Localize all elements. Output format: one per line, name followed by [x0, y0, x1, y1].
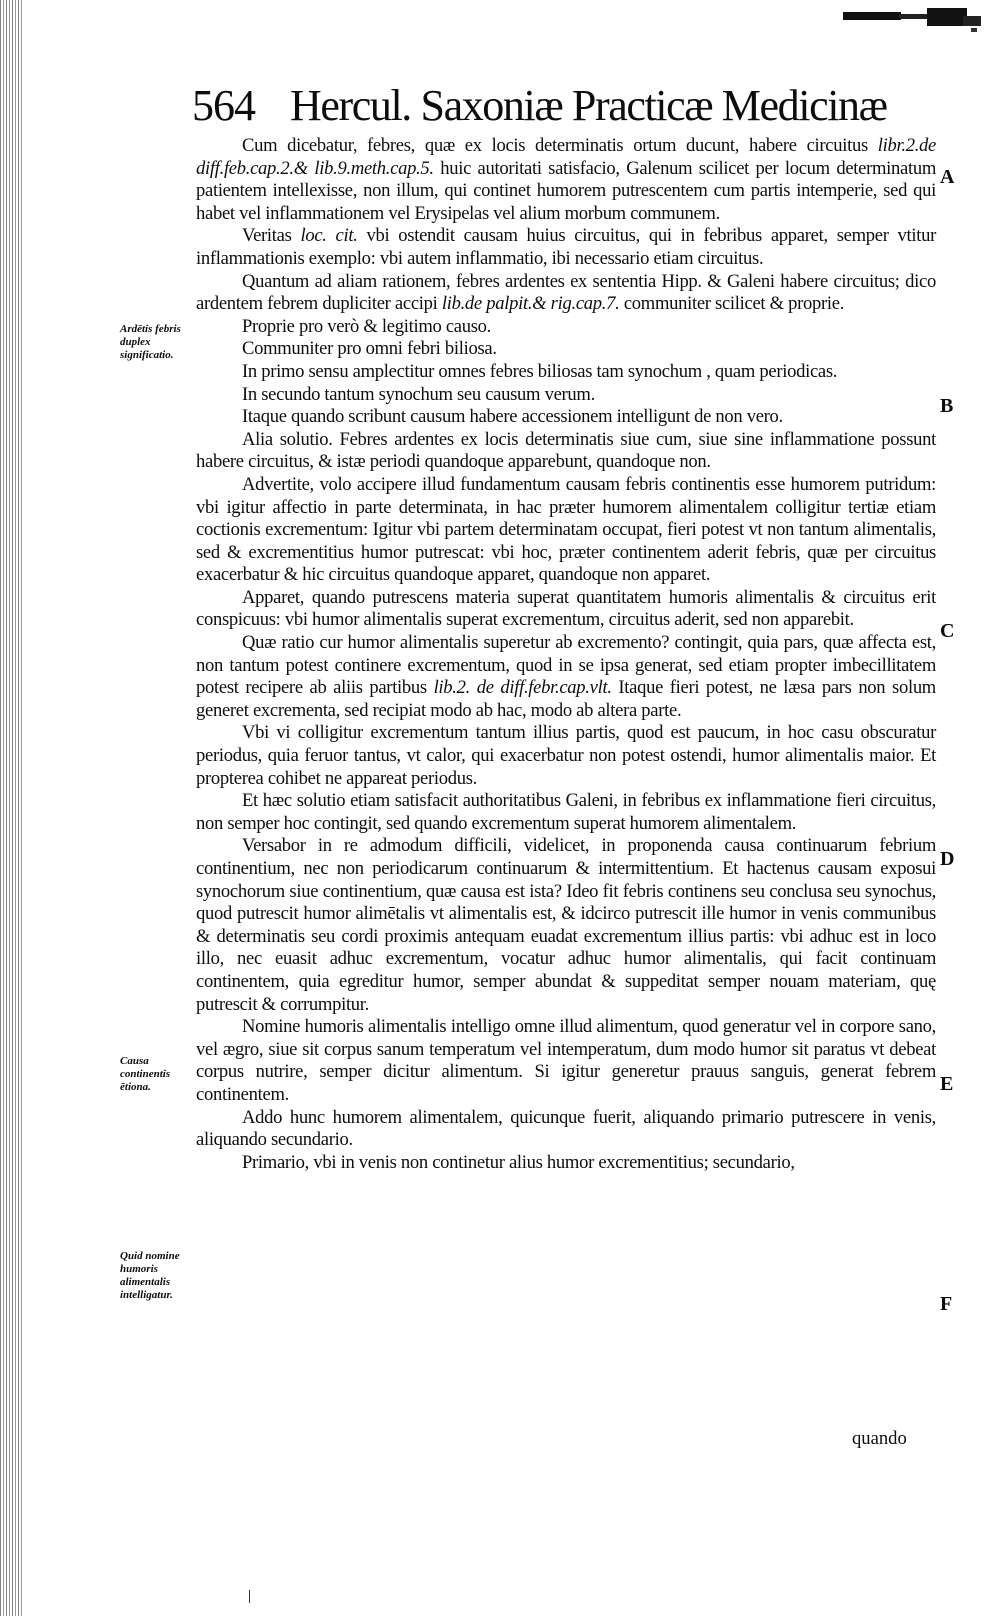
text-run: Quæ ratio cur humor alimentalis superetur ab excremento? contingit, quia pars, quæ affecta est, non tantum potest continere excrementum, quod in se ipsa generat, sed etiam propter imbecillitatem potest recipere ab aliis partibus	[196, 632, 936, 699]
margin-note-causa: Causa continentis ētiona.	[120, 1055, 171, 1093]
paragraph	[196, 338, 936, 361]
section-letter-b: B	[940, 395, 954, 417]
text-run: Veritas	[242, 225, 301, 247]
text-run: huic autoritati satisfacio, Galenum scilicet per locum determinatum patientem intellexisse, non illum, qui continet humorem putrescentem cum partis intemperie, sed qui habet vel inflammationem vel Erysipelas vel alium morbum communem.	[196, 157, 936, 224]
text-run: Vbi vi colligitur excrementum tantum illius partis, quod est paucum, in hoc casu obscuratur periodus, quia feruor tantus, vt calor, qui exacerbatur non potest ostendi, humor alimentalis maior. Et propterea cohibet ne appareat periodus.	[196, 722, 936, 789]
paragraph	[196, 722, 936, 790]
paragraph	[196, 474, 936, 587]
text-run: In secundo tantum synochum seu causum verum.	[242, 383, 595, 405]
paragraph	[196, 790, 936, 835]
text-run: Apparet, quando putrescens materia superat quantitatem humoris alimentalis & circuitus erit conspicuus: vbi humor alimentalis superat excrementum, circuitus aderit, sed non apparebit.	[196, 586, 936, 631]
paragraph	[196, 1107, 936, 1152]
paragraph	[196, 429, 936, 474]
page-number: 564	[192, 81, 255, 130]
text-run: Et hæc solutio etiam satisfacit authoritatibus Galeni, in febribus ex inflammatione fieri circuitus, non semper hoc contingit, sed quando excrementum superat humorem alimentalem.	[196, 790, 936, 834]
print-mark	[249, 1590, 250, 1603]
text-run: Primario, vbi in venis non continetur alius humor excrementitius; secundario,	[242, 1151, 795, 1173]
text-run: Advertite, volo accipere illud fundamentum causam febris continentis esse humorem putridum: vbi igitur affectio in parte determinata, in hac præter humorem alimentalem colligitur tertiæ etiam coctionis excrementum: Igitur vbi partem determinatam occupat, fieri potest vt non tantum alimentalis, sed & excrementitius humor putrescat: vbi hoc, præter continentem aderit febris, quæ per circuitus exacerbatur & hic circuitus quandoque apparet, quandoque non apparet.	[196, 473, 936, 586]
page-header	[192, 80, 952, 138]
text-run: vbi ostendit causam huius circuitus, qui in febribus apparet, semper vtitur inflammationis exemplo: vbi autem inflammatio, ibi necessario etiam circuitus.	[196, 225, 936, 269]
citation: lib.de palpit.& rig.cap.7.	[441, 293, 620, 315]
citation: libr.2.de diff.feb.cap.2.& lib.9.meth.cap.5.	[196, 135, 936, 179]
text-run: Alia solutio. Febres ardentes ex locis determinatis siue cum, siue sine inflammatione possunt habere circuitus, & istæ periodi quandoque apparebunt, quandoque non.	[196, 428, 936, 473]
running-title: Hercul. Saxoniæ Practicæ Medicinæ	[290, 81, 887, 130]
text-run: Versabor in re admodum difficili, videlicet, in proponenda causa continuarum febrium continentium, nec non periodicarum continuarum & intermittentium. Et hactenus causam exposui synochorum siue continentium, quæ causa est ista? Ideo fit febris continens seu conclusa seu synochus, quod putrescit humor alimētalis vt alimentalis est, & idcirco putrescit ille humor in venis communibus & determinatis seu cordi proximis antequam euadat excrementum illius partis: vbi adhuc est in loco illo, nec euasit adhuc excrementum, vocatur adhuc humor alimentalis, qui facit continuam continentem, quia egreditur humor, semper abundat & suppeditat semper nouam materiam, quę putrescit & corrumpitur.	[196, 835, 936, 1015]
paragraph	[196, 587, 936, 632]
section-letter-e: E	[940, 1073, 954, 1095]
body-text	[196, 135, 936, 1174]
text-run: In primo sensu amplectitur omnes febres biliosas tam synochum , quam periodicas.	[242, 360, 838, 382]
paragraph	[196, 632, 936, 722]
paragraph	[196, 406, 936, 429]
text-run: Nomine humoris alimentalis intelligo omne illud alimentum, quod generatur vel in corpore sano, vel ægro, siue sit corpus sanum temperatum vel intemperatum, dum modo humor sit paratus vt debeat corpus nutrire, semper dicitur alimentum. Si igitur generetur prauus sanguis, generat febrem continentem.	[196, 1016, 936, 1105]
ink-smudge-decoration	[843, 4, 983, 34]
text-run: Itaque quando scribunt causum habere accessionem intelligunt de non vero.	[242, 406, 783, 428]
section-letter-f: F	[940, 1293, 953, 1315]
text-run: communiter scilicet & proprie.	[619, 293, 845, 315]
text-run: Addo hunc humorem alimentalem, quicunque fuerit, aliquando primario putrescere in venis, aliquando secundario.	[196, 1106, 936, 1151]
paragraph	[196, 1152, 936, 1175]
citation: loc. cit.	[300, 225, 358, 247]
text-run: Proprie pro verò & legitimo causo.	[242, 315, 492, 337]
paragraph	[196, 271, 936, 316]
section-letter-c: C	[940, 620, 955, 642]
margin-note-ardentis: Ardētis febris duplex significatio.	[120, 323, 181, 361]
paragraph	[196, 361, 936, 384]
paragraph	[196, 1016, 936, 1106]
paragraph	[196, 835, 936, 1016]
paragraph	[196, 316, 936, 339]
text-run: Itaque fieri potest, ne læsa pars non solum generet excrementa, sed recipiat modo ab hac, modo ab altera parte.	[196, 677, 936, 721]
citation: lib.2. de diff.febr.cap.vlt.	[433, 677, 612, 699]
paragraph	[196, 135, 936, 225]
section-letter-a: A	[940, 166, 955, 188]
paragraph	[196, 225, 936, 270]
text-run: Quantum ad aliam rationem, febres ardentes ex sententia Hipp. & Galeni habere circuitus; dico ardentem febrem dupliciter accipi	[196, 270, 936, 315]
text-run: Communiter pro omni febri biliosa.	[242, 338, 497, 360]
section-letter-d: D	[940, 848, 955, 870]
catchword: quando	[852, 1428, 907, 1449]
page-edge-scan-artifact	[0, 0, 22, 1616]
margin-note-quid: Quid nomine humoris alimentalis intelligatur.	[120, 1250, 180, 1301]
paragraph	[196, 384, 936, 407]
text-run: Cum dicebatur, febres, quæ ex locis determinatis ortum ducunt, habere circuitus	[242, 135, 878, 156]
